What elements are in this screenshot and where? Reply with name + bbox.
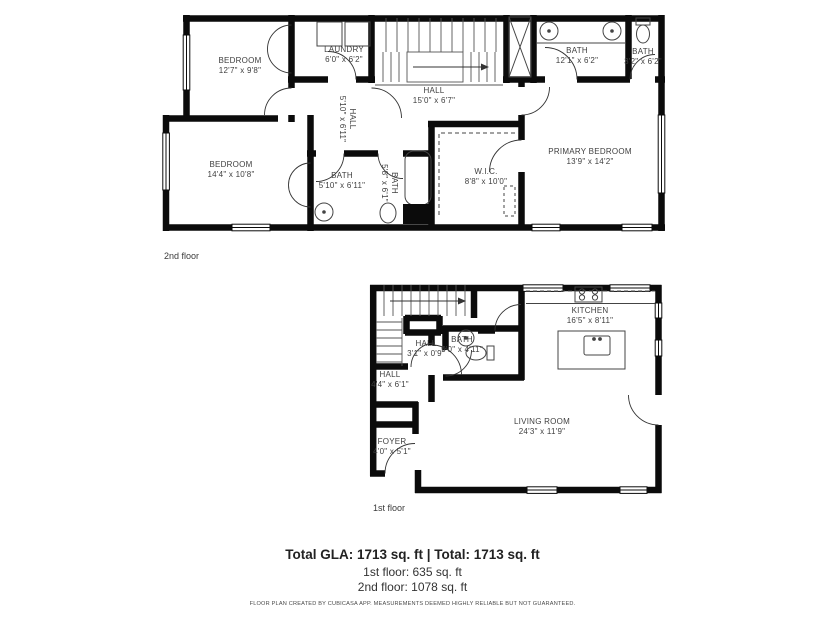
washer-icon xyxy=(317,22,342,46)
floor1-walls xyxy=(370,285,662,493)
sink-icon xyxy=(380,203,396,223)
floor2-tag: 2nd floor xyxy=(164,251,200,261)
room-label-foyer: FOYER 4'0" x 5'1" xyxy=(373,437,411,456)
bathtub-icon xyxy=(405,151,431,205)
room-label-wic: W.I.C. 8'8" x 10'0" xyxy=(464,167,508,186)
disclaimer-line: FLOOR PLAN CREATED BY CUBICASA APP. MEASUREMENTS DEEMED HIGHLY RELIABLE BUT NOT GUARANTEED. xyxy=(249,601,576,607)
room-label-hall-2f-small: HALL 5'10" x 6'11" xyxy=(338,95,357,143)
room-label-bedroom-top: BEDROOM 12'7" x 9'8" xyxy=(218,56,262,75)
floor2-area-line: 2nd floor: 1078 sq. ft xyxy=(357,580,468,594)
island-sink-icon xyxy=(584,336,610,355)
room-label-bath-tub: BATH 5'8" x 6'1" xyxy=(380,164,399,202)
floor1-area-line: 1st floor: 635 sq. ft xyxy=(363,565,462,579)
dryer-icon xyxy=(345,22,370,46)
floor2-stairs xyxy=(375,18,503,85)
room-label-bath-mid: BATH 5'10" x 6'11" xyxy=(318,171,366,190)
room-label-hall-1f: HALL 4'4" x 6'1" xyxy=(371,370,409,389)
stairs-up-arrow xyxy=(481,64,489,71)
total-area-line: Total GLA: 1713 sq. ft | Total: 1713 sq. ft xyxy=(285,547,540,562)
room-label-bedroom-bottom: BEDROOM 14'4" x 10'8" xyxy=(207,160,255,179)
kitchen-island xyxy=(558,331,625,369)
room-label-bath-1f: BATH 5'0" x 4'11" xyxy=(441,335,483,354)
room-label-kitchen: KITCHEN 16'5" x 8'11" xyxy=(566,306,614,325)
room-label-primary-bedroom: PRIMARY BEDROOM 13'9" x 14'2" xyxy=(548,147,632,166)
room-label-living-room: LIVING ROOM 24'3" x 11'9" xyxy=(513,417,571,436)
room-label-hall-1f-small: HALL 3'1" x 0'9" xyxy=(407,339,445,358)
shower-icon xyxy=(509,17,531,77)
wic-shelf xyxy=(504,186,515,216)
floor1-tag: 1st floor xyxy=(373,503,406,513)
floor2-fixtures xyxy=(315,17,650,224)
chase-block xyxy=(403,204,433,224)
room-label-laundry: LAUNDRY 6'0" x 6'2" xyxy=(324,45,364,64)
room-label-bath-primary: BATH 12'1" x 6'2" xyxy=(555,46,599,65)
room-label-hall-2f-main: HALL 15'0" x 6'7" xyxy=(412,86,456,105)
floor1-plan xyxy=(370,285,662,494)
room-label-bath-small-top: BATH 3'2" x 6'2" xyxy=(624,47,662,66)
